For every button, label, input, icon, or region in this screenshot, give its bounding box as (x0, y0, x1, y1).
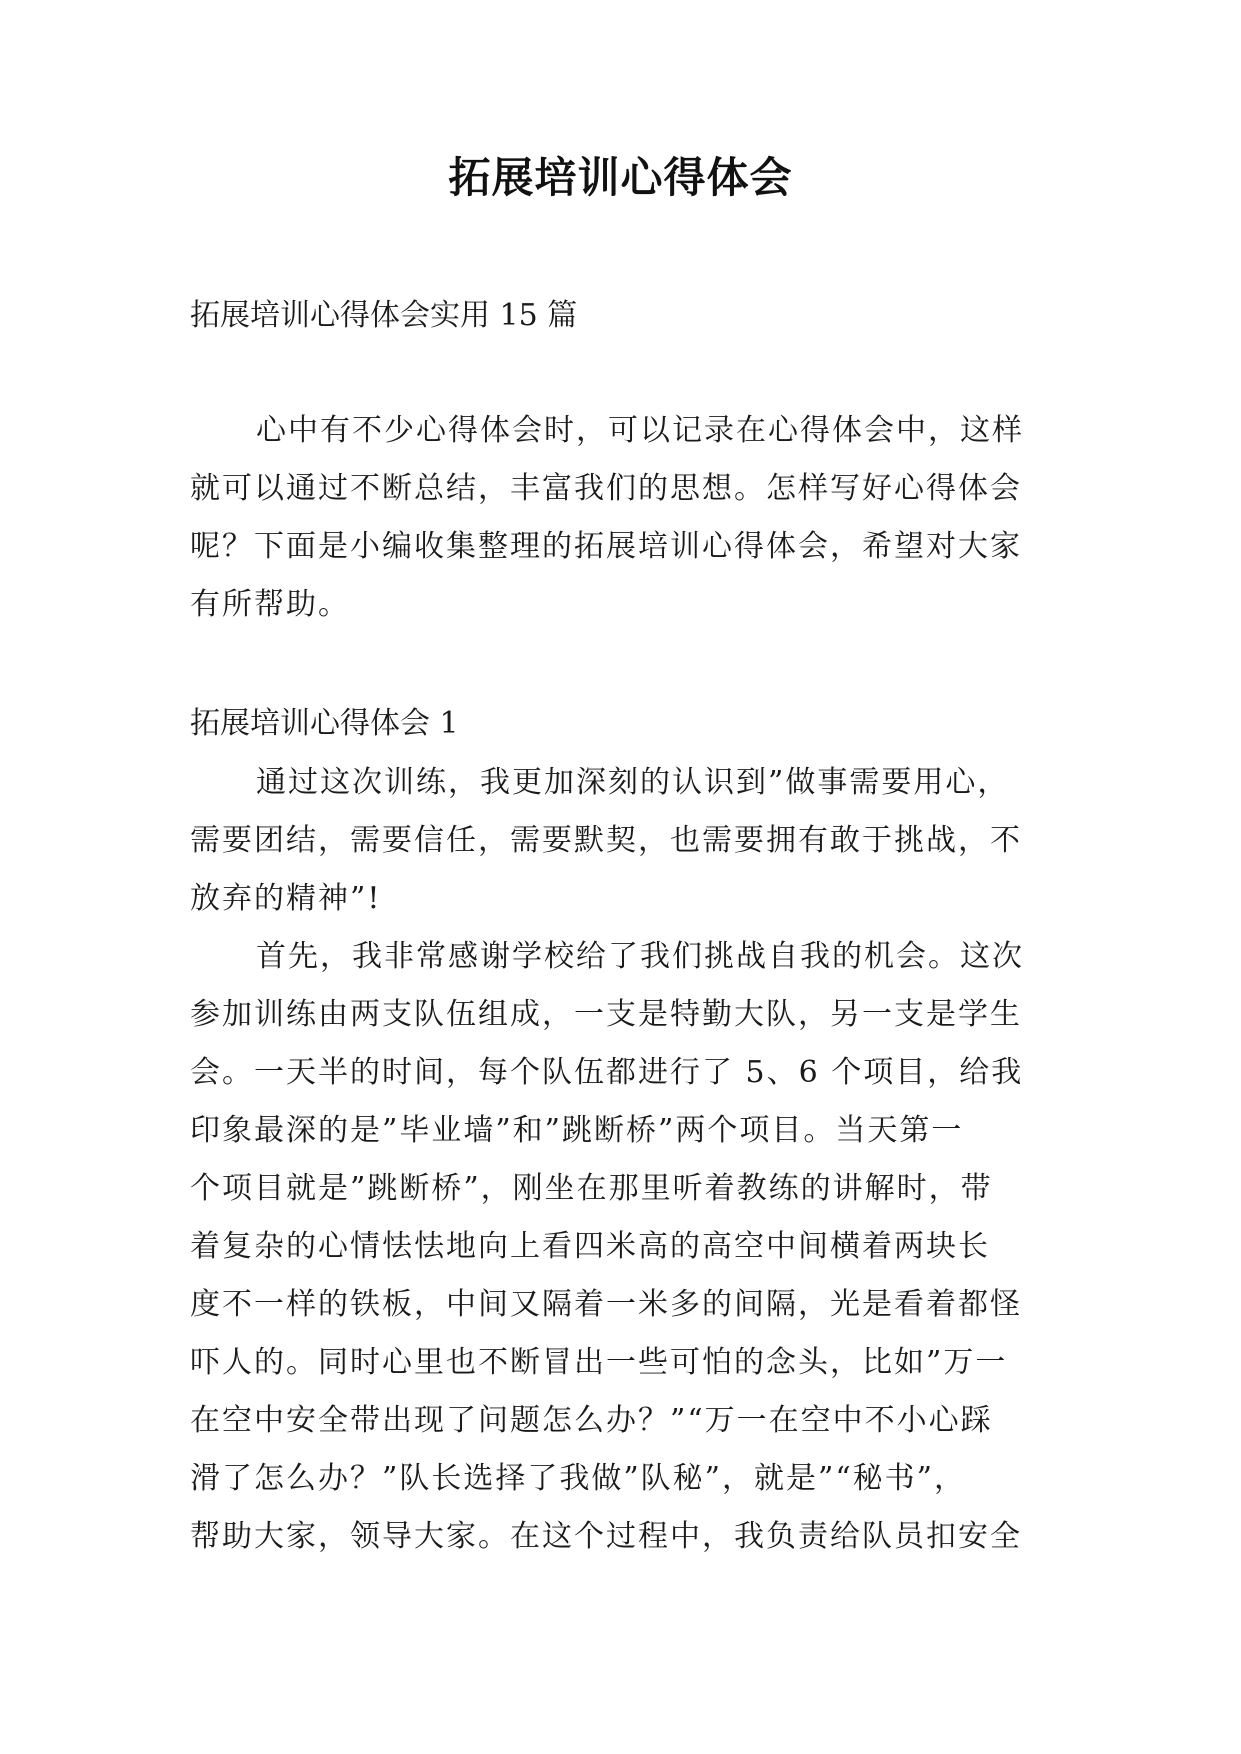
paragraph-line: 个项目就是”跳断桥”，刚坐在那里听着教练的讲解时，带 (190, 1171, 993, 1206)
section-body (190, 754, 1070, 1566)
paragraph-line: 呢？下面是小编收集整理的拓展培训心得体会，希望对大家 (190, 529, 1022, 564)
paragraph-line: 通过这次训练，我更加深刻的认识到”做事需要用心， (256, 765, 1010, 800)
paragraph-line: 吓人的。同时心里也不断冒出一些可怕的念头，比如”万一 (190, 1345, 1008, 1380)
paragraph-line: 会。一天半的时间，每个队伍都进行了 5、6 个项目，给我 (190, 1055, 1024, 1090)
paragraph-line: 心中有不少心得体会时，可以记录在心得体会中，这样 (256, 413, 1024, 448)
paragraph-line: 在空中安全带出现了问题怎么办？”“万一在空中不小心踩 (190, 1403, 993, 1438)
document-title: 拓展培训心得体会 (448, 153, 793, 202)
paragraph-line: 有所帮助。 (190, 587, 350, 622)
paragraph-line: 度不一样的铁板，中间又隔着一米多的间隔，光是看着都怪 (190, 1287, 1022, 1322)
document-subtitle: 拓展培训心得体会实用 15 篇 (190, 298, 578, 333)
paragraph-line: 帮助大家，领导大家。在这个过程中，我负责给队员扣安全 (190, 1519, 1022, 1554)
paragraph-line: 着复杂的心情怯怯地向上看四米高的高空中间横着两块长 (190, 1229, 990, 1264)
paragraph-line: 就可以通过不断总结，丰富我们的思想。怎样写好心得体会 (190, 471, 1022, 506)
intro-paragraph (190, 402, 1070, 634)
paragraph-line: 印象最深的是”毕业墙”和”跳断桥”两个项目。当天第一 (190, 1113, 964, 1148)
paragraph-line: 放弃的精神”! (190, 881, 382, 916)
paragraph-line: 参加训练由两支队伍组成，一支是特勤大队，另一支是学生 (190, 997, 1022, 1032)
paragraph-line: 首先，我非常感谢学校给了我们挑战自我的机会。这次 (256, 939, 1024, 974)
paragraph-line: 需要团结，需要信任，需要默契，也需要拥有敢于挑战，不 (190, 823, 1022, 858)
paragraph-line: 滑了怎么办？”队长选择了我做”队秘”，就是”“秘书”， (190, 1461, 967, 1496)
section-heading: 拓展培训心得体会 1 (190, 706, 459, 741)
